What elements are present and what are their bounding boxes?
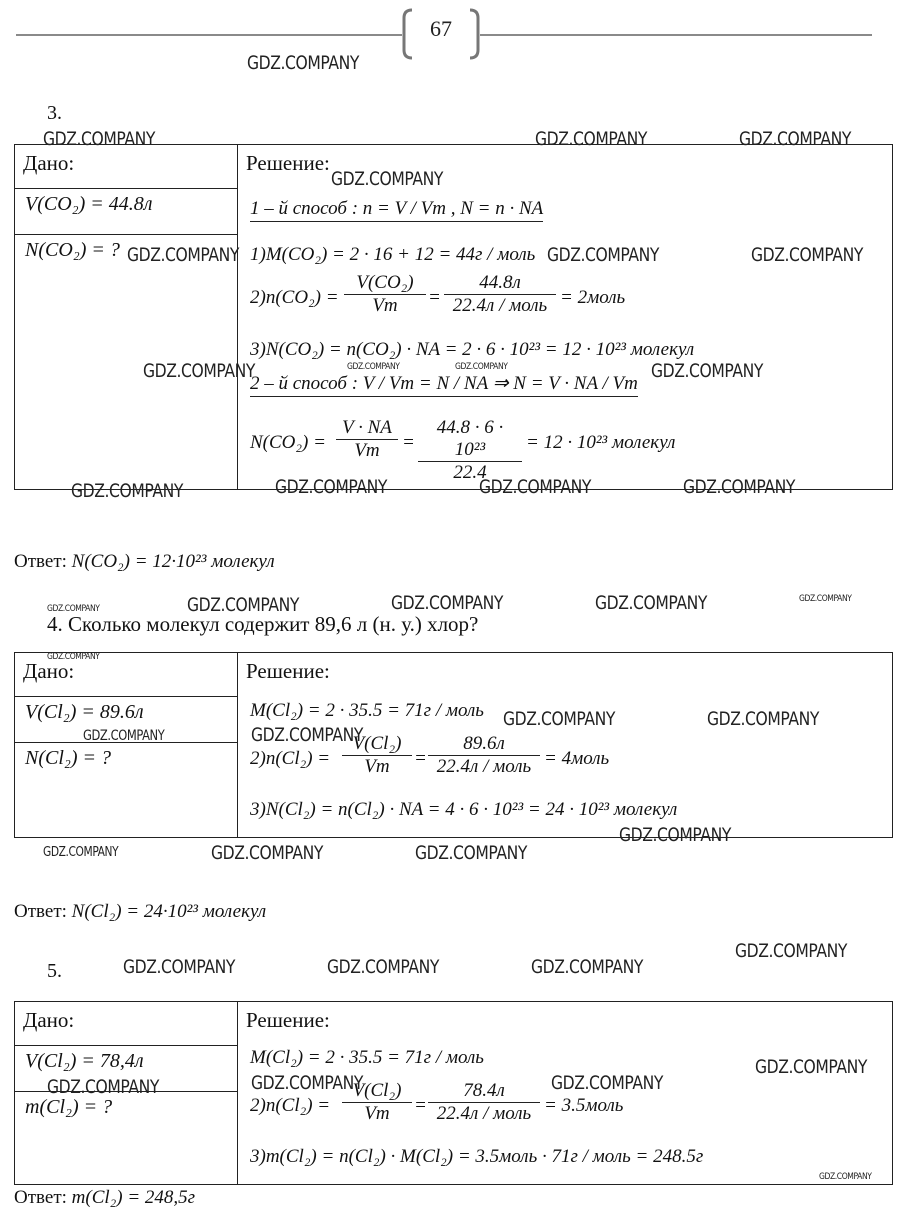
watermark: GDZ.COMPANY xyxy=(735,940,848,962)
given-header-cell xyxy=(15,145,238,189)
watermark: GDZ.COMPANY xyxy=(739,128,852,150)
given-header-cell xyxy=(15,1002,238,1046)
watermark: GDZ.COMPANY xyxy=(819,1172,872,1182)
solution-line: = 2моль xyxy=(560,287,626,308)
denominator: 22.4л / моль xyxy=(436,756,532,777)
denominator: Vm xyxy=(364,756,390,777)
denominator: Vm xyxy=(364,1103,390,1124)
numerator: 44.8л xyxy=(444,272,556,295)
given-value: V(Cl₂) = 78,4л xyxy=(25,1050,144,1072)
watermark: GDZ.COMPANY xyxy=(47,1076,160,1098)
watermark: GDZ.COMPANY xyxy=(479,476,592,498)
watermark: GDZ.COMPANY xyxy=(799,594,852,604)
question-text: Сколько молекул содержит 89,6 л (н. у.) хлор? xyxy=(68,612,479,636)
given-unknown: N(Cl₂) = ? xyxy=(25,747,112,769)
answer xyxy=(14,901,266,923)
denominator: Vm xyxy=(372,295,398,316)
equals-sign: = xyxy=(414,748,427,769)
task-number: 3. xyxy=(47,102,62,124)
solution-title: Решение: xyxy=(246,1008,330,1032)
watermark: GDZ.COMPANY xyxy=(755,1056,868,1078)
watermark: GDZ.COMPANY xyxy=(83,728,165,744)
watermark: GDZ.COMPANY xyxy=(547,244,660,266)
solution-line: M(Cl₂) = 2 · 35.5 = 71г / моль xyxy=(250,1047,484,1068)
solution-line: N(CO₂) = xyxy=(250,432,326,453)
solution-title: Решение: xyxy=(246,659,330,683)
watermark: GDZ.COMPANY xyxy=(143,360,256,382)
numerator: V · NA xyxy=(336,417,398,440)
watermark: GDZ.COMPANY xyxy=(187,594,300,616)
fraction xyxy=(344,272,426,317)
fraction xyxy=(418,417,522,484)
given-title: Дано: xyxy=(23,659,75,683)
watermark: GDZ.COMPANY xyxy=(275,476,388,498)
fraction xyxy=(444,272,556,317)
solution-line: = 4моль xyxy=(544,748,610,769)
watermark: GDZ.COMPANY xyxy=(43,128,156,150)
given-value: V(Cl₂) = 89.6л xyxy=(25,701,144,723)
given-unknown: N(CO₂) = ? xyxy=(25,239,120,261)
method-2-line: 2 – й способ : V / Vm = N / NA ⇒ N = V · NA / Vm xyxy=(250,373,638,397)
denominator: 22.4л / моль xyxy=(452,295,548,316)
watermark: GDZ.COMPANY xyxy=(251,724,364,746)
given-cell xyxy=(15,189,238,235)
watermark: GDZ.COMPANY xyxy=(595,592,708,614)
watermark: GDZ.COMPANY xyxy=(707,708,820,730)
watermark: GDZ.COMPANY xyxy=(415,842,528,864)
solution-line: 2)n(Cl₂) = xyxy=(250,1095,331,1116)
numerator: 44.8 · 6 · 10²³ xyxy=(418,417,522,462)
watermark: GDZ.COMPANY xyxy=(127,244,240,266)
fraction xyxy=(336,417,398,462)
solution-line: 3)m(Cl₂) = n(Cl₂) · M(Cl₂) = 3.5моль · 71г / моль = 248.5г xyxy=(250,1146,704,1167)
answer-value: N(Cl₂) = 24·10²³ молекул xyxy=(71,901,267,922)
solution-line: 3)N(Cl₂) = n(Cl₂) · NA = 4 · 6 · 10²³ = 24 · 10²³ молекул xyxy=(250,799,678,820)
solution-line: 2)n(CO₂) = xyxy=(250,287,339,308)
answer-label: Ответ: xyxy=(14,901,67,922)
answer xyxy=(14,1187,195,1209)
watermark: GDZ.COMPANY xyxy=(535,128,648,150)
solution-line: M(Cl₂) = 2 · 35.5 = 71г / моль xyxy=(250,700,484,721)
watermark: GDZ.COMPANY xyxy=(71,480,184,502)
answer-label: Ответ: xyxy=(14,551,67,572)
solution-line: 3)N(CO₂) = n(CO₂) · NA = 2 · 6 · 10²³ = 12 · 10²³ молекул xyxy=(250,339,695,360)
given-title: Дано: xyxy=(23,151,75,175)
given-cell xyxy=(15,743,238,838)
equals-sign: = xyxy=(414,1095,427,1116)
given-cell xyxy=(15,1092,238,1185)
watermark: GDZ.COMPANY xyxy=(47,652,100,662)
watermark: GDZ.COMPANY xyxy=(651,360,764,382)
given-value: V(CO₂) = 44.8л xyxy=(25,193,153,215)
solution-line: 2)n(Cl₂) = xyxy=(250,748,331,769)
watermark: GDZ.COMPANY xyxy=(503,708,616,730)
denominator: 22.4л / моль xyxy=(436,1103,532,1124)
numerator: 89.6л xyxy=(428,733,540,756)
answer-label: Ответ: xyxy=(14,1187,67,1208)
watermark: GDZ.COMPANY xyxy=(247,52,360,74)
watermark: GDZ.COMPANY xyxy=(551,1072,664,1094)
watermark: GDZ.COMPANY xyxy=(347,362,400,372)
watermark: GDZ.COMPANY xyxy=(211,842,324,864)
header-rule-right xyxy=(480,34,872,36)
watermark: GDZ.COMPANY xyxy=(251,1072,364,1094)
fraction xyxy=(428,1080,540,1125)
watermark: GDZ.COMPANY xyxy=(531,956,644,978)
task-number: 5. xyxy=(47,960,62,982)
watermark: GDZ.COMPANY xyxy=(751,244,864,266)
solution-line: = 3.5моль xyxy=(544,1095,624,1116)
solution-line: = 12 · 10²³ молекул xyxy=(526,432,676,453)
watermark: GDZ.COMPANY xyxy=(43,845,119,860)
numerator: V(Cl₂) xyxy=(342,1080,412,1103)
answer-value: m(Cl₂) = 248,5г xyxy=(71,1187,196,1208)
numerator: 78.4л xyxy=(428,1080,540,1103)
watermark: GDZ.COMPANY xyxy=(47,604,100,614)
equals-sign: = xyxy=(402,432,415,453)
watermark: GDZ.COMPANY xyxy=(619,824,732,846)
answer-value: N(CO₂) = 12·10²³ молекул xyxy=(71,551,275,572)
given-unknown: m(Cl₂) = ? xyxy=(25,1096,113,1118)
header-rule-left xyxy=(16,34,402,36)
method-1-line: 1 – й способ : n = V / Vm , N = n · NA xyxy=(250,198,543,222)
watermark: GDZ.COMPANY xyxy=(391,592,504,614)
watermark: GDZ.COMPANY xyxy=(123,956,236,978)
equals-sign: = xyxy=(428,287,441,308)
numerator: V(Cl₂) xyxy=(342,733,412,756)
solution-line: 1)M(CO₂) = 2 · 16 + 12 = 44г / моль xyxy=(250,244,536,265)
watermark: GDZ.COMPANY xyxy=(683,476,796,498)
watermark: GDZ.COMPANY xyxy=(331,168,444,190)
watermark: GDZ.COMPANY xyxy=(455,362,508,372)
watermark: GDZ.COMPANY xyxy=(327,956,440,978)
fraction xyxy=(428,733,540,778)
denominator: Vm xyxy=(354,440,380,461)
task-number: 4. xyxy=(47,612,63,636)
answer xyxy=(14,551,275,573)
numerator: V(CO₂) xyxy=(344,272,426,295)
page-number: 67 xyxy=(430,16,452,41)
solution-title: Решение: xyxy=(246,151,330,175)
given-title: Дано: xyxy=(23,1008,75,1032)
denominator: 22.4 xyxy=(453,462,487,483)
